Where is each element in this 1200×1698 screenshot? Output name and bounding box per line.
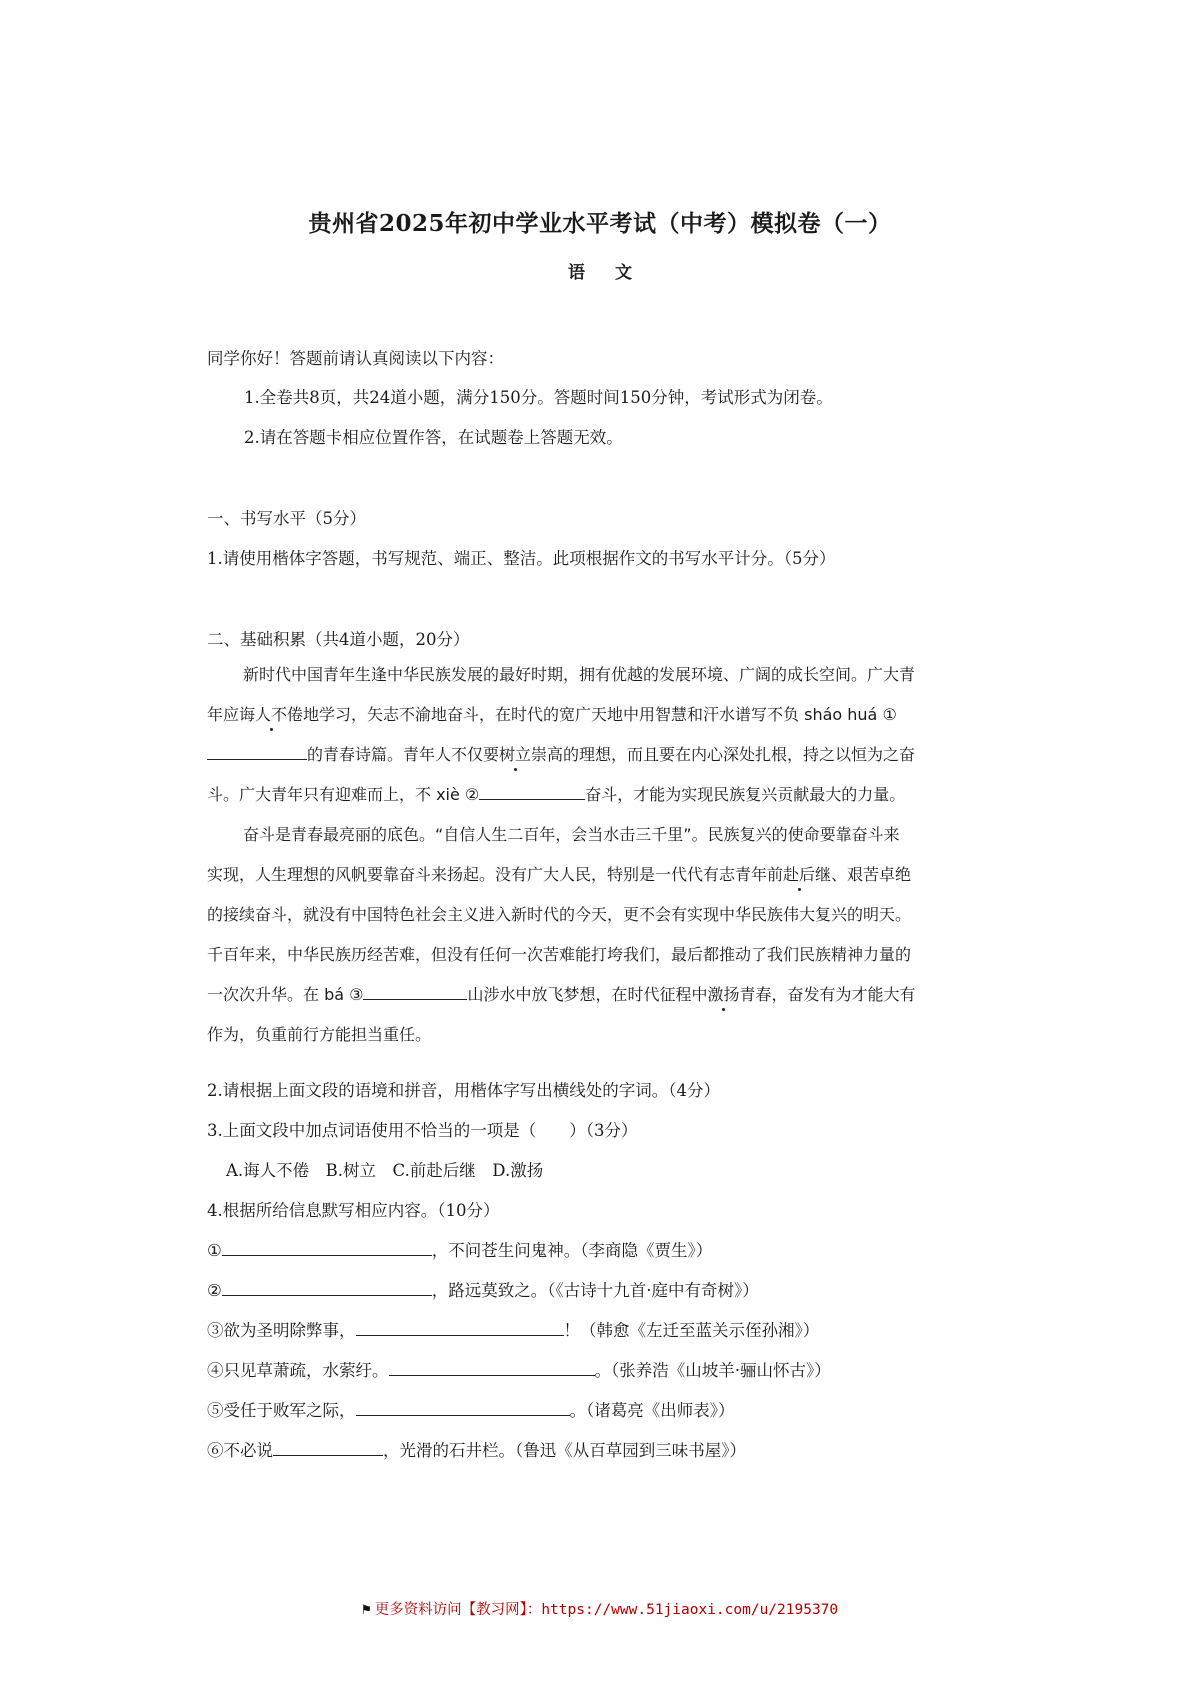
- passage-paragraph-1: [207, 655, 1007, 815]
- passage-line: 一次次升华。在 bá ③ 山涉水中放飞梦想，在时代征程中激扬青春，奋发有为才能大有: [207, 985, 916, 1004]
- recitation-6: ⑥不必说 ，光滑的石井栏。（鲁迅《从百草园到三味书屋》）: [207, 1441, 746, 1460]
- answer-blank: [356, 1321, 564, 1336]
- passage-line: 斗。广大青年只有迎难而上，不 xiè ② 奋斗，才能为实现民族复兴贡献最大的力量。: [207, 785, 906, 804]
- footer-link[interactable]: [0, 1598, 1200, 1619]
- dotted-word: 树立: [499, 745, 532, 764]
- answer-blank: [356, 1401, 570, 1416]
- notice-item-1: 1.全卷共8页，共24道小题，满分150分。答题时间150分钟，考试形式为闭卷。: [244, 388, 833, 407]
- question-4: 4.根据所给信息默写相应内容。（10分）: [207, 1201, 500, 1220]
- passage-line: 千百年来，中华民族历经苦难，但没有任何一次苦难能打垮我们，最后都推动了我们民族精神力量的: [207, 945, 912, 964]
- notice-item-2: 2.请在答题卡相应位置作答，在试题卷上答题无效。: [244, 428, 623, 447]
- passage-line: 作为，负重前行方能担当重任。: [207, 1025, 432, 1044]
- section-2-heading: 二、基础积累（共4道小题，20分）: [207, 630, 470, 649]
- section-1-heading: 一、书写水平（5分）: [207, 509, 366, 528]
- answer-blank: [222, 1281, 432, 1296]
- passage-paragraph-2: [207, 815, 1007, 1055]
- passage-line: 实现，人生理想的风帆要靠奋斗来扬起。没有广大人民，特别是一代代有志青年前赴后继、艰苦卓绝: [207, 865, 912, 884]
- answer-blank: [273, 1441, 383, 1456]
- exam-subject: 语 文: [568, 263, 644, 283]
- recitation-5: ⑤受任于败军之际， 。（诸葛亮《出师表》）: [207, 1401, 735, 1420]
- recitation-3: ③欲为圣明除弊事， ！（韩愈《左迁至蓝关示侄孙湘》）: [207, 1321, 820, 1340]
- passage-line: 新时代中国青年生逢中华民族发展的最好时期，拥有优越的发展环境、广阔的成长空间。广大青: [243, 665, 916, 684]
- answer-blank: [222, 1241, 432, 1256]
- dotted-word: 前赴后继: [767, 865, 832, 884]
- footer-text[interactable]: 更多资料访问【教习网】：https://www.51jiaoxi.com/u/2195370: [374, 1602, 839, 1618]
- answer-blank-1: [207, 745, 307, 760]
- passage-line: 奋斗是青春最亮丽的底色。“自信人生二百年，会当水击三千里”。民族复兴的使命要靠奋斗来: [243, 825, 900, 844]
- passage-line: 的接续奋斗，就没有中国特色社会主义进入新时代的今天，更不会有实现中华民族伟大复兴的明天。: [207, 905, 912, 924]
- answer-blank: [389, 1361, 595, 1376]
- question-1: 1.请使用楷体字答题，书写规范、端正、整洁。此项根据作文的书写水平计分。（5分）: [207, 549, 836, 568]
- passage-line: 的青春诗篇。青年人不仅要树立崇高的理想，而且要在内心深处扎根，持之以恒为之奋: [207, 735, 1007, 775]
- answer-blank-3: [363, 985, 467, 1000]
- question-3-options: A.诲人不倦 B.树立 C.前赴后继 D.激扬: [226, 1161, 544, 1180]
- passage-line: 年应诲人不倦地学习，矢志不渝地奋斗，在时代的宽广天地中用智慧和汗水谱写不负 sháo huá ①: [207, 705, 897, 724]
- dotted-word: 激扬: [707, 985, 740, 1004]
- question-2: 2.请根据上面文段的语境和拼音，用楷体字写出横线处的字词。（4分）: [207, 1081, 720, 1100]
- dotted-word: 诲人不倦: [239, 705, 304, 724]
- recitation-1: ① ，不问苍生问鬼神。（李商隐《贾生》）: [207, 1241, 713, 1260]
- flag-icon: ⚑: [361, 1602, 371, 1618]
- recitation-4: ④只见草萧疏，水萦纡。 。（张养浩《山坡羊·骊山怀古》）: [207, 1361, 831, 1380]
- answer-blank-2: [479, 785, 585, 800]
- notice-greeting: 同学你好！答题前请认真阅读以下内容：: [207, 349, 504, 368]
- recitation-2: ② ，路远莫致之。（《古诗十九首·庭中有奇树》）: [207, 1281, 759, 1300]
- exam-title: 贵州省2025年初中学业水平考试（中考）模拟卷（一）: [308, 210, 892, 237]
- question-3: 3.上面文段中加点词语使用不恰当的一项是（ ）（3分）: [207, 1121, 638, 1140]
